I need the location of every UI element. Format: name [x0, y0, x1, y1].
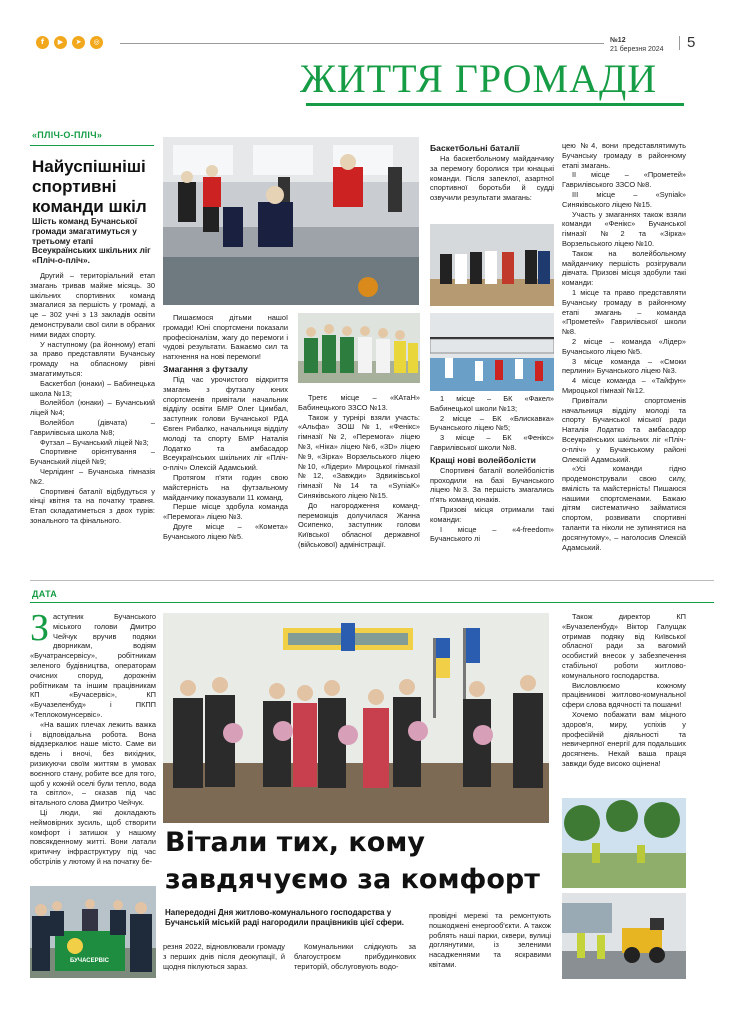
rubric-rule: [30, 602, 714, 603]
issue-info: [610, 36, 664, 54]
instagram-icon[interactable]: ◎: [90, 36, 103, 49]
banner-text: БУЧАСЕРВІС: [70, 958, 109, 964]
page-number: 5: [687, 34, 696, 51]
article-column-5: цею №4, вони представлятимуть Бучанську громаду в районному етапі змагань. ІІ місце – «Прометей» Гаврилівського ЗЗСО №8. ІІІ місце – «Syniak» Синяківського ліцею №15. Участь у змаганнях також взяли команди «Фенікс» Бучанської гімназії №2 та «Зірка» Ворзельського ліцею №10. Також на волейбольному майданчику першість розігрували дівчата. Призові місця здобули такі команди: 1 місце та право представляти Бучанську громаду в районному етапі змагань – команда «Прометей» Гаврилівської школи №8. 2 місце – команда «Лідер» Бучанського ліцею №5. 3 місце команда – «Смоки перлини» Бучанського ліцею №3. 4 місце команда – «Тайфун» Мироцької гімназії №12. Привітали спортсменів начальниця відділу молоді та спорту Бучанської міської ради Наталія Лодатко та амбасадор Всеукраїнських шкільних ліг «Пліч-о-пліч» у Бучанському районі Олексій Адамський. «Усі команди гідно продемонстрували свою силу, вмілість та майстерність! Пишаюся нашими спортсменами. Бажаю дітям систематично займатися спортом, розвивати спортивні таланти та ніколи не зупинятися на досягнутому», – наголосив Олексій Адамський.: [562, 141, 686, 552]
article2-column-1: Заступник Бучанського міського голови Дмитро Чейчук вручив подяки дворникам, водіям «Бучатрансервісу», робітникам зеленого будівництва, операторам очисних споруд, дорожнім робітникам та іншим працівникам КП «Бучасервіс», КП «Бучазеленбуд» і ПКПП «Теплокомунсервіс». «На ваших плечах лежить важка і відповідальна робота. Вона віддзеркалює наше місто. Саме ви вдень і вночі, без вихідних, ризикуючи своїм життям в умовах воєнного стану, робите все для того, щоб у кожній оселі були тепло, вода та світло», – сказав під час вітального слова Дмитро Чейчук. Ці люди, які докладають неймовірних зусиль, щоб створити комфорт і затишок у нашому повсякденному житті. Вони латали критичну інфраструктуру під час обстрілів у лютому й на початку бе-: [30, 612, 156, 866]
article2-lead: Напередодні Дня житлово-комунального господарства у Бучанській міській раді нагородили працівників цієї сфери.: [165, 908, 404, 927]
facebook-icon[interactable]: f: [36, 36, 49, 49]
article-column-1: Другий – територіальний етап змагань тривав майже місяць. 30 шкільних спортивних команд змагалися за першість у громаді, а це – 302 учні з 13 закладів освіти демонстрували свої сили в обраних ними видах спорту. У наступному (ра йонному) етапі за право представляти Бучанську громаду на обласному рівні змагатимуться: Баскетбол (юнаки) – Бабинецька школа №13; Волейбол (юнаки) – Бучанський ліцей №4; Волейбол (дівчата) – Гаврилівська школа №8; Футзал – Бучанський ліцей №3; Спортивне орієнтування – Бучанський ліцей №9; Черлідинг – Бучанська гімназія №2. Спортивні баталії відбудуться у кінці квітня та на початку травня. Етап складатиметься з двох турів: зонального та фінального.: [30, 271, 155, 525]
divider: [679, 36, 680, 50]
volleyball-photo: [430, 313, 554, 391]
header-rule: [120, 43, 604, 44]
article-column-4: 1 місце – БК «Факел» Бабинецької школи №13; 2 місце – БК «Блискавка» Бучанського ліцею №5; 3 місце – БК «Фенікс» Гаврилівської школи №8. Кращі нові волейболісти Спортивні баталії волейболістів проходили на базі Бучанського ліцею №3. За першість змагались п'ять команд юнаків. Призові місця отримали такі команди: І місце – «4-freedom» Бучанського лі: [430, 394, 554, 544]
section-divider: [30, 580, 714, 581]
issue-number: №12: [610, 37, 626, 44]
awards-ceremony-photo: [163, 613, 549, 823]
social-links: [36, 36, 103, 49]
rubric: «ПЛІЧ-О-ПЛІЧ»: [32, 130, 103, 140]
subheading: Змагання з футзалу: [163, 363, 248, 374]
issue-date: 21 березня 2024: [610, 46, 664, 53]
article2-title-line-2: завдячуємо за комфорт: [165, 864, 540, 895]
park-workers-photo: [562, 798, 686, 888]
rubric: ДАТА: [32, 589, 58, 599]
article-column-3: Третє місце – «КАтаН» Бабинецького ЗЗСО №13. Також у турнірі взяли участь: «Альфа» ЗОШ №1, «Фенікс» гімназії №2, «Перемога» ліцею №3, «Ніка» ліцею №6, «3D» ліцею №9, «Зірка» Ворзельського ліцею №10, «Лідери» Мироцької гімназії №12, «Завжди» Здвижівської гімназії №14 та «SyniaK» Синяківського ліцею №15. До нагородження команд-переможців долучилася Жанна Осипенко, заступник голови Київської обласної державної (військової) адміністрації.: [298, 393, 420, 549]
team-photo: [298, 313, 420, 383]
subheading: Кращі нові волейболісти: [430, 454, 536, 465]
article-title: Найуспішніші спортивні команди шкіл: [32, 157, 147, 216]
subheading: Баскетбольні баталії: [430, 143, 520, 153]
rubric-rule: [30, 145, 154, 146]
telegram-icon[interactable]: ➤: [72, 36, 85, 49]
section-title: ЖИТТЯ ГРОМАДИ: [300, 56, 658, 101]
article-column-2: Пишаємося дітьми нашої громади! Юні спортсмени показали професіоналізм, жагу до перемоги і чудові результати. Бажаємо сил та натхнення на нові перемоги! Змагання з футзалу Під час урочистого відкриття змагань з футзалу юних спортсменів привітали начальник відділу освіти БМР Олег Цимбал, заступник голови Бучанської РДА Євген Рибалко, начальниця відділу молоді та спорту БМР Наталія Лодатко та амбасадор Всеукраїнських шкільних ліг «Пліч-о-пліч» Олексій Адамський. Протягом п'яти годин свою майстерність на футзальному майданчику показували 11 команд. Перше місце здобула команда «Перемога» ліцею №3. Друге місце – «Комета» Бучанського ліцею №5.: [163, 313, 288, 541]
workers-photo: [30, 886, 156, 978]
article2-title-line-1: Вітали тих, кому: [165, 827, 425, 858]
drop-cap: З: [30, 612, 50, 649]
article-lead: Шість команд Бучанської громади змагатимуться у третьому етапі Всеукраїнських шкільних ліг «Пліч-о-пліч».: [32, 216, 151, 266]
article2-column-3: Комунальники слідкують за благоустроєм прибудинкових територій, обслуговують водо-: [294, 942, 416, 971]
article2-column-4: провідні мережі та ремонтують пошкоджені енергооб'єкти. А також роблять наші парки, сквери, вулиці доглянутими, із зеленими насадженнями та яскравими квітами.: [429, 911, 551, 969]
section-underline: [306, 103, 684, 106]
basketball-photo: [430, 224, 554, 306]
article2-column-right: Також директор КП «Бучазеленбуд» Віктор Галущак отримав подяку від Київської обласної ради за вагомий особистий внесок у забезпечення стабільної роботи житлово-комунального господарства. Висловлюємо кожному працівникові житлово-комунальної сфери слова вдячності та пошани! Хочемо побажати вам міцного здоров'я, миру, успіхів у професійній діяльності та невичерпної енергії для подальших досягнень. Нехай ваша праця завжди буде високо оцінена!: [562, 612, 686, 768]
street-works-photo: [562, 893, 686, 979]
futsal-photo: [163, 137, 419, 305]
basketball-section: Баскетбольні баталії На баскетбольному майданчику за перемогу боролися три юнацькі команди. Після запеклої, азартної спортивної боротьби й судді озвучили результати змагань:: [430, 143, 554, 203]
article2-column-2: резня 2022, відновлювали громаду з перших днів після деокупації, й щодня піклуються зараз.: [163, 942, 285, 971]
youtube-icon[interactable]: ▶: [54, 36, 67, 49]
